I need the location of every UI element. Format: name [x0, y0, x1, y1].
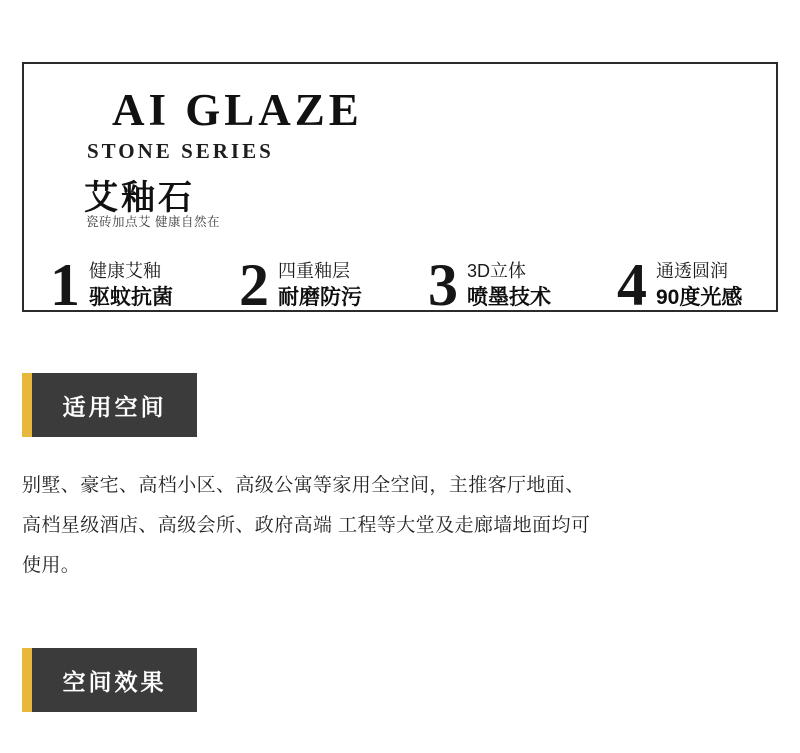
- feature-number: 4: [617, 252, 647, 318]
- feature-item: [24, 254, 213, 316]
- section-label-plate: [32, 373, 197, 437]
- feature-list: [24, 254, 780, 316]
- feature-line-2: 耐磨防污: [278, 286, 362, 309]
- feature-item: [591, 254, 780, 316]
- section-header-effect: [22, 648, 197, 712]
- feature-line-1: 四重釉层: [278, 261, 350, 281]
- brand-slogan: 瓷砖加点艾 健康自然在: [86, 215, 220, 229]
- feature-text: [467, 254, 551, 312]
- accent-bar: [22, 373, 32, 437]
- feature-line-2: 喷墨技术: [467, 286, 551, 309]
- feature-line-1: 3D立体: [467, 261, 527, 281]
- section-header-space: [22, 373, 197, 437]
- feature-line-1: 通透圆润: [656, 261, 728, 281]
- feature-line-2: 驱蚊抗菌: [89, 286, 173, 309]
- brand-title-en: AI GLAZE: [102, 84, 377, 136]
- feature-line-2: 90度光感: [656, 286, 743, 309]
- feature-text: [656, 254, 742, 312]
- feature-line-1: 健康艾釉: [89, 261, 161, 281]
- feature-number: 1: [50, 252, 80, 318]
- feature-text: [89, 254, 173, 312]
- description-line-3: 使用。: [22, 555, 81, 576]
- description-line-2: 高档星级酒店、高级会所、政府高端 工程等大堂及走廊墙地面均可: [22, 515, 591, 536]
- feature-item: [402, 254, 591, 316]
- section-label-effect: 空间效果: [62, 668, 167, 695]
- feature-number: 2: [239, 252, 269, 318]
- space-description: [22, 466, 778, 586]
- brand-subtitle-en: STONE SERIES: [87, 139, 274, 163]
- brand-title-cn: 艾釉石: [84, 179, 195, 217]
- section-label-space: 适用空间: [62, 393, 167, 420]
- feature-text: [278, 254, 362, 312]
- description-line-1: 别墅、豪宅、高档小区、高级公寓等家用全空间，主推客厅地面、: [22, 475, 585, 496]
- feature-item: [213, 254, 402, 316]
- feature-number: 3: [428, 252, 458, 318]
- section-label-plate: [32, 648, 197, 712]
- accent-bar: [22, 648, 32, 712]
- brand-hero-panel: [22, 62, 778, 318]
